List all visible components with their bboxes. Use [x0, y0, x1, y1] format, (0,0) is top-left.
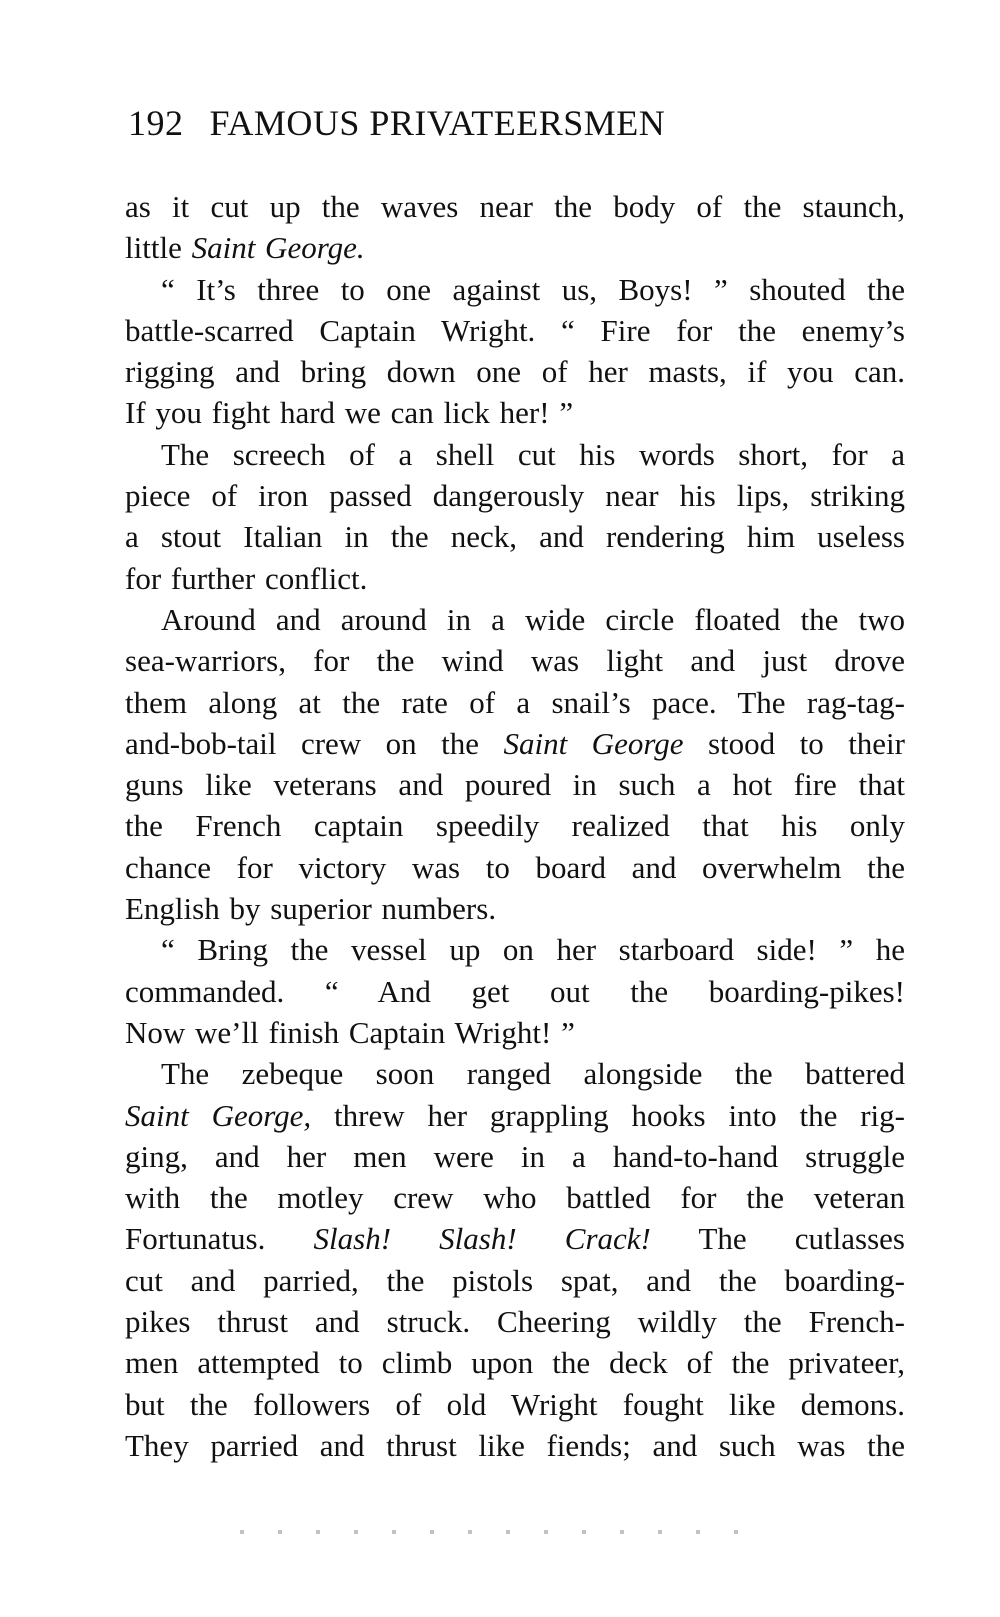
text-line: [125, 269, 905, 310]
text-line: [125, 805, 905, 846]
text-line: [125, 888, 905, 929]
text-segment: battle-scarred Captain Wright. “ Fire for the enemy’s: [125, 312, 905, 348]
text-line: [125, 227, 905, 268]
text-line: [125, 1425, 905, 1466]
text-line: [125, 1384, 905, 1425]
text-line: [125, 392, 905, 433]
text-line: [125, 1095, 905, 1136]
text-segment: but the followers of old Wright fought like demons.: [125, 1386, 905, 1422]
body-text: [125, 186, 905, 1466]
text-segment: English by superior numbers.: [125, 891, 497, 927]
text-segment: little: [125, 230, 192, 266]
text-line: [125, 1177, 905, 1218]
text-line: [125, 310, 905, 351]
text-segment: them along at the rate of a snail’s pace. The rag-tag-: [125, 684, 905, 720]
text-segment: with the motley crew who battled for the veteran: [125, 1180, 905, 1216]
text-segment: ging, and her men were in a hand-to-hand struggle: [125, 1138, 905, 1174]
text-segment: pikes thrust and struck. Cheering wildly the French-: [125, 1304, 905, 1340]
text-segment: The cutlasses: [650, 1221, 905, 1257]
text-segment: the French captain speedily realized that his only: [125, 808, 905, 844]
text-segment: guns like veterans and poured in such a hot fire that: [125, 767, 905, 803]
text-segment: cut and parried, the pistols spat, and the boarding-: [125, 1262, 905, 1298]
text-line: [125, 558, 905, 599]
text-line: [125, 1260, 905, 1301]
running-header: [128, 100, 908, 146]
text-segment: commanded. “ And get out the boarding-pikes!: [125, 973, 905, 1009]
page-bottom-marks: [240, 1530, 740, 1534]
text-line: [125, 1012, 905, 1053]
text-segment: “ Bring the vessel up on her starboard side! ” he: [161, 932, 905, 968]
text-line: [125, 1218, 905, 1259]
text-segment: piece of iron passed dangerously near his lips, striking: [125, 478, 905, 514]
text-segment: Fortunatus.: [125, 1221, 314, 1257]
text-line: [125, 434, 905, 475]
text-segment: If you fight hard we can lick her! ”: [125, 395, 574, 431]
text-line: [125, 351, 905, 392]
text-line: [125, 599, 905, 640]
text-line: [125, 516, 905, 557]
text-segment: The screech of a shell cut his words short, for a: [161, 436, 905, 472]
italic-text: Slash! Slash! Crack!: [313, 1221, 651, 1257]
text-line: [125, 186, 905, 227]
text-line: [125, 1301, 905, 1342]
text-line: [125, 640, 905, 681]
italic-text: Saint George.: [191, 230, 365, 266]
text-line: [125, 847, 905, 888]
italic-text: Saint George: [503, 725, 684, 761]
text-line: [125, 475, 905, 516]
text-segment: Now we’ll finish Captain Wright! ”: [125, 1014, 575, 1050]
text-segment: men attempted to climb upon the deck of the privateer,: [125, 1345, 905, 1381]
text-line: [125, 1136, 905, 1177]
page-number: 192: [128, 103, 184, 143]
text-segment: as it cut up the waves near the body of the staunch,: [125, 189, 905, 224]
running-title: FAMOUS PRIVATEERSMEN: [209, 103, 666, 143]
text-segment: sea-warriors, for the wind was light and just drove: [125, 643, 905, 679]
text-segment: Around and around in a wide circle floated the two: [161, 601, 905, 637]
text-line: [125, 1053, 905, 1094]
text-line: [125, 929, 905, 970]
text-line: [125, 1342, 905, 1383]
text-line: [125, 971, 905, 1012]
text-segment: threw her grappling hooks into the rig-: [311, 1097, 905, 1133]
text-segment: The zebeque soon ranged alongside the battered: [161, 1056, 905, 1092]
text-segment: for further conflict.: [125, 560, 368, 596]
text-segment: stood to their: [683, 725, 905, 761]
text-line: [125, 764, 905, 805]
text-segment: They parried and thrust like fiends; and such was the: [125, 1427, 905, 1463]
text-segment: chance for victory was to board and overwhelm the: [125, 849, 905, 885]
text-line: [125, 682, 905, 723]
text-segment: and-bob-tail crew on the: [125, 725, 504, 761]
text-segment: “ It’s three to one against us, Boys! ” shouted the: [161, 271, 905, 307]
text-line: [125, 723, 905, 764]
italic-text: Saint George,: [125, 1097, 312, 1133]
text-segment: rigging and bring down one of her masts, if you can.: [125, 354, 905, 390]
text-segment: a stout Italian in the neck, and rendering him useless: [125, 519, 905, 555]
